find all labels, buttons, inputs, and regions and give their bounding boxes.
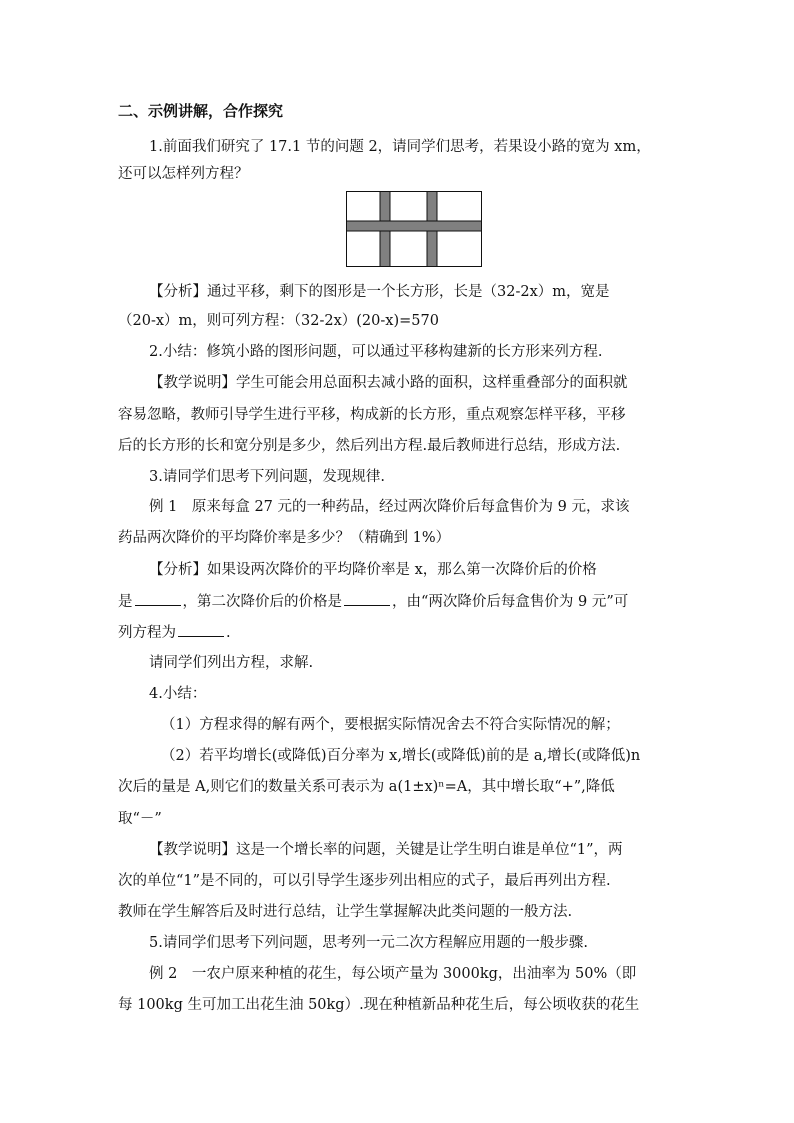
- analysis-2-text-a: 是: [118, 594, 133, 610]
- analysis-2-text-c: ，由“两次降价后每盒售价为 9 元”可: [392, 594, 629, 610]
- summary-4-point-2-line-2: 次后的量是 A,则它们的数量关系可表示为 a(1±x)ⁿ=A，其中增长取“+”,降低: [118, 779, 615, 795]
- example-1-line-2: 药品两次降价的平均降价率是多少？（精确到 1%）: [118, 530, 451, 546]
- answer-blank-1[interactable]: [135, 591, 181, 606]
- teaching-note-1-line-2: 容易忽略，教师引导学生进行平移，构成新的长方形，重点观察怎样平移，平移: [118, 407, 626, 423]
- example-1-line-1: 例 1 原来每盒 27 元的一种药品，经过两次降价后每盒售价为 9 元，求该: [149, 499, 630, 515]
- question-5: 5.请同学们思考下列问题，思考列一元二次方程解应用题的一般步骤.: [149, 935, 588, 951]
- question-3: 3.请同学们思考下列问题，发现规律.: [149, 469, 385, 485]
- analysis-1-line-2: （20-x）m，则可列方程：（32-2x）(20-x)=570: [118, 313, 439, 329]
- analysis-2-text-e: .: [226, 625, 231, 641]
- teaching-note-1-line-3: 后的长方形的长和宽分别是多少，然后列出方程.最后教师进行总结，形成方法.: [118, 438, 621, 454]
- analysis-2-line-2: [118, 591, 628, 612]
- teaching-note-2-line-3: 教师在学生解答后及时进行总结，让学生掌握解决此类问题的一般方法.: [118, 904, 573, 920]
- summary-4-point-2-line-1: （2）若平均增长(或降低)百分率为 x,增长(或降低)前的是 a,增长(或降低)n: [161, 748, 641, 764]
- solve-prompt: 请同学们列出方程，求解.: [149, 655, 314, 671]
- answer-blank-2[interactable]: [344, 591, 390, 606]
- analysis-2-text-b: ，第二次降价后的价格是: [182, 594, 342, 610]
- summary-4-point-1: （1）方程求得的解有两个，要根据实际情况舍去不符合实际情况的解；: [161, 717, 620, 733]
- horizontal-road: [347, 221, 482, 231]
- analysis-2-text-d: 列方程为: [118, 625, 176, 641]
- example-2-line-1: 例 2 一农户原来种植的花生，每公顷产量为 3000kg，出油率为 50%（即: [149, 966, 637, 982]
- answer-blank-3[interactable]: [178, 622, 224, 637]
- example-2-line-2: 每 100kg 生可加工出花生油 50kg）.现在种植新品种花生后，每公顷收获的花生: [118, 997, 640, 1013]
- road-rectangle-figure: [346, 191, 482, 267]
- analysis-2-line-1: 【分析】如果设两次降价的平均降价率是 x，那么第一次降价后的价格: [149, 562, 597, 578]
- analysis-1-line-1: 【分析】通过平移，剩下的图形是一个长方形，长是（32-2x）m，宽是: [149, 284, 610, 300]
- section-heading: 二、示例讲解，合作探究: [118, 102, 284, 120]
- teaching-note-1-line-1: 【教学说明】学生可能会用总面积去减小路的面积，这样重叠部分的面积就: [149, 375, 628, 391]
- analysis-2-line-3: [118, 622, 231, 643]
- question-1-line-1: 1.前面我们研究了 17.1 节的问题 2，请同学们思考，若果设小路的宽为 xm，: [149, 139, 651, 155]
- summary-4-point-2-line-3: 取“－”: [118, 811, 162, 827]
- summary-2: 2.小结：修筑小路的图形问题，可以通过平移构建新的长方形来列方程.: [149, 344, 603, 360]
- teaching-note-2-line-2: 次的单位“1”是不同的，可以引导学生逐步列出相应的式子，最后再列出方程.: [118, 873, 611, 889]
- summary-4-title: 4.小结：: [149, 686, 207, 702]
- question-1-line-2: 还可以怎样列方程？: [118, 166, 249, 182]
- teaching-note-2-line-1: 【教学说明】这是一个增长率的问题，关键是让学生明白谁是单位“1”，两: [149, 842, 623, 858]
